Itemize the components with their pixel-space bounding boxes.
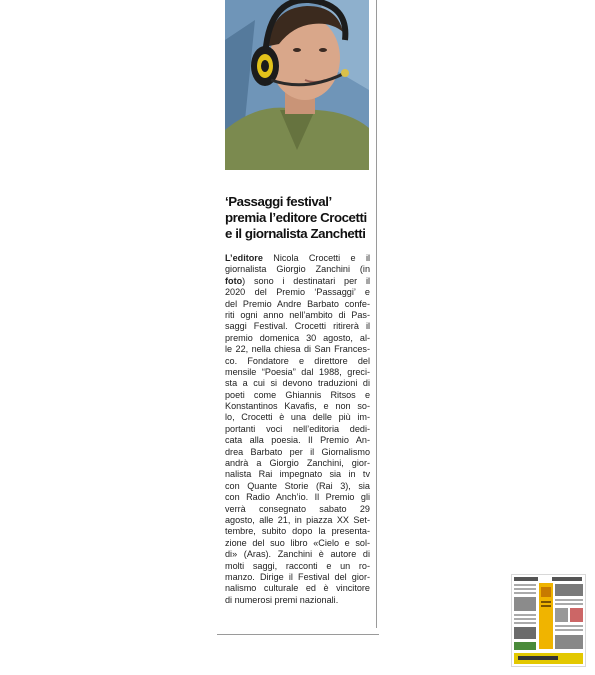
body-line bbox=[225, 424, 370, 435]
body-text-run: saggi Festival. Crocetti ritirerà il bbox=[225, 321, 370, 332]
body-line bbox=[225, 333, 370, 344]
article-photo bbox=[225, 0, 369, 170]
body-line bbox=[225, 515, 370, 526]
body-text-run: Nicola Crocetti e il bbox=[262, 253, 370, 263]
column-rule-vertical bbox=[376, 0, 377, 628]
body-line bbox=[225, 378, 370, 389]
body-text-run: 2020 del Premio ‘Passaggi’ e bbox=[225, 287, 370, 298]
body-line bbox=[225, 572, 370, 583]
body-text-run: ) sono i destinatari per il bbox=[242, 275, 370, 286]
body-text-run: nalista Rai impegnato sia in tv bbox=[225, 469, 370, 480]
body-line bbox=[225, 504, 370, 515]
body-text-run: di» (Aras). Zanchini è autore di bbox=[225, 549, 370, 560]
headline-line: e il giornalista Zanchetti bbox=[225, 226, 366, 241]
body-line bbox=[225, 561, 370, 572]
body-line bbox=[225, 412, 370, 423]
body-text-run: drea Barbato per il Giornalismo bbox=[225, 446, 370, 457]
body-text-run: manzo. Dirige il Festival del gior- bbox=[225, 571, 370, 582]
body-line bbox=[225, 481, 370, 492]
body-text-run: nalismo culturale ed è vincitore bbox=[225, 583, 370, 594]
body-text-run: con Radio Anch’io. Il Premio gli bbox=[225, 492, 370, 503]
body-line bbox=[225, 469, 370, 480]
body-line bbox=[225, 447, 370, 458]
body-text-run: andrà a Giorgio Zanchini, gior- bbox=[225, 458, 370, 469]
body-line bbox=[225, 390, 370, 401]
body-line bbox=[225, 264, 370, 275]
column-rule-horizontal bbox=[217, 634, 379, 635]
body-line bbox=[225, 549, 370, 560]
body-text-run: tembre, subito dopo la presenta- bbox=[225, 526, 370, 537]
body-line bbox=[225, 344, 370, 355]
body-line bbox=[225, 356, 370, 367]
body-text-run: lo, Crocetti è una delle più im- bbox=[225, 412, 370, 423]
body-text-run: riti ogni anno nell’ambito di Pas- bbox=[225, 309, 370, 320]
body-text-run: di numerosi premi nazionali. bbox=[225, 594, 339, 605]
body-text-run: cata alla poesia. Il Premio An- bbox=[225, 435, 370, 446]
body-line bbox=[225, 492, 370, 503]
body-line bbox=[225, 458, 370, 469]
newspaper-page-thumbnail-icon bbox=[512, 575, 585, 666]
body-text-run: mensile “Poesia” dal 1988, greci- bbox=[225, 366, 370, 377]
body-line bbox=[225, 435, 370, 446]
body-line bbox=[225, 287, 370, 298]
body-text-run: poeti come Ghiannis Ritsos e bbox=[225, 389, 370, 400]
body-line bbox=[225, 595, 370, 606]
body-text-run: co. Fondatore e direttore del bbox=[225, 355, 370, 366]
body-line bbox=[225, 401, 370, 412]
body-text-run: zione del suo libro «Cielo e sol- bbox=[225, 537, 370, 548]
body-line bbox=[225, 583, 370, 594]
body-bold-run: foto bbox=[225, 275, 243, 286]
body-line bbox=[225, 310, 370, 321]
body-line bbox=[225, 367, 370, 378]
body-line bbox=[225, 253, 370, 264]
body-line bbox=[225, 526, 370, 537]
body-text-run: agosto, alle 21, in piazza XX Set- bbox=[225, 514, 370, 525]
body-text-run: del Premio Andre Barbato confe- bbox=[225, 298, 370, 309]
body-text-run: molti saggi, racconti e un ro- bbox=[225, 560, 370, 571]
body-line bbox=[225, 321, 370, 332]
newspaper-page-thumbnail bbox=[511, 574, 586, 667]
man-with-headphones-portrait bbox=[225, 0, 369, 170]
body-line bbox=[225, 538, 370, 549]
body-text-run: giornalista Giorgio Zanchini (in bbox=[225, 264, 370, 275]
body-text-run: le 22, nella chiesa di San Frances- bbox=[225, 344, 370, 355]
body-text-run: premio domenica 30 agosto, al- bbox=[225, 332, 370, 343]
body-text-run: verrà consegnato sabato 29 bbox=[225, 503, 370, 514]
body-bold-run: L’editore bbox=[225, 253, 263, 263]
body-line bbox=[225, 299, 370, 310]
article-headline bbox=[225, 194, 375, 242]
headline-line: premia l’editore Crocetti bbox=[225, 210, 367, 225]
article-body bbox=[225, 253, 370, 606]
headline-line: ‘Passaggi festival’ bbox=[225, 194, 332, 209]
body-text-run: Konstantinos Kavafis, e non so- bbox=[225, 401, 370, 412]
body-line bbox=[225, 276, 370, 287]
body-text-run: con Quante Storie (Rai 3), sia bbox=[225, 480, 370, 491]
body-text-run: portanti voci nell’editoria dedi- bbox=[225, 423, 370, 434]
body-text-run: sta a cui si devono traduzioni di bbox=[225, 378, 370, 389]
